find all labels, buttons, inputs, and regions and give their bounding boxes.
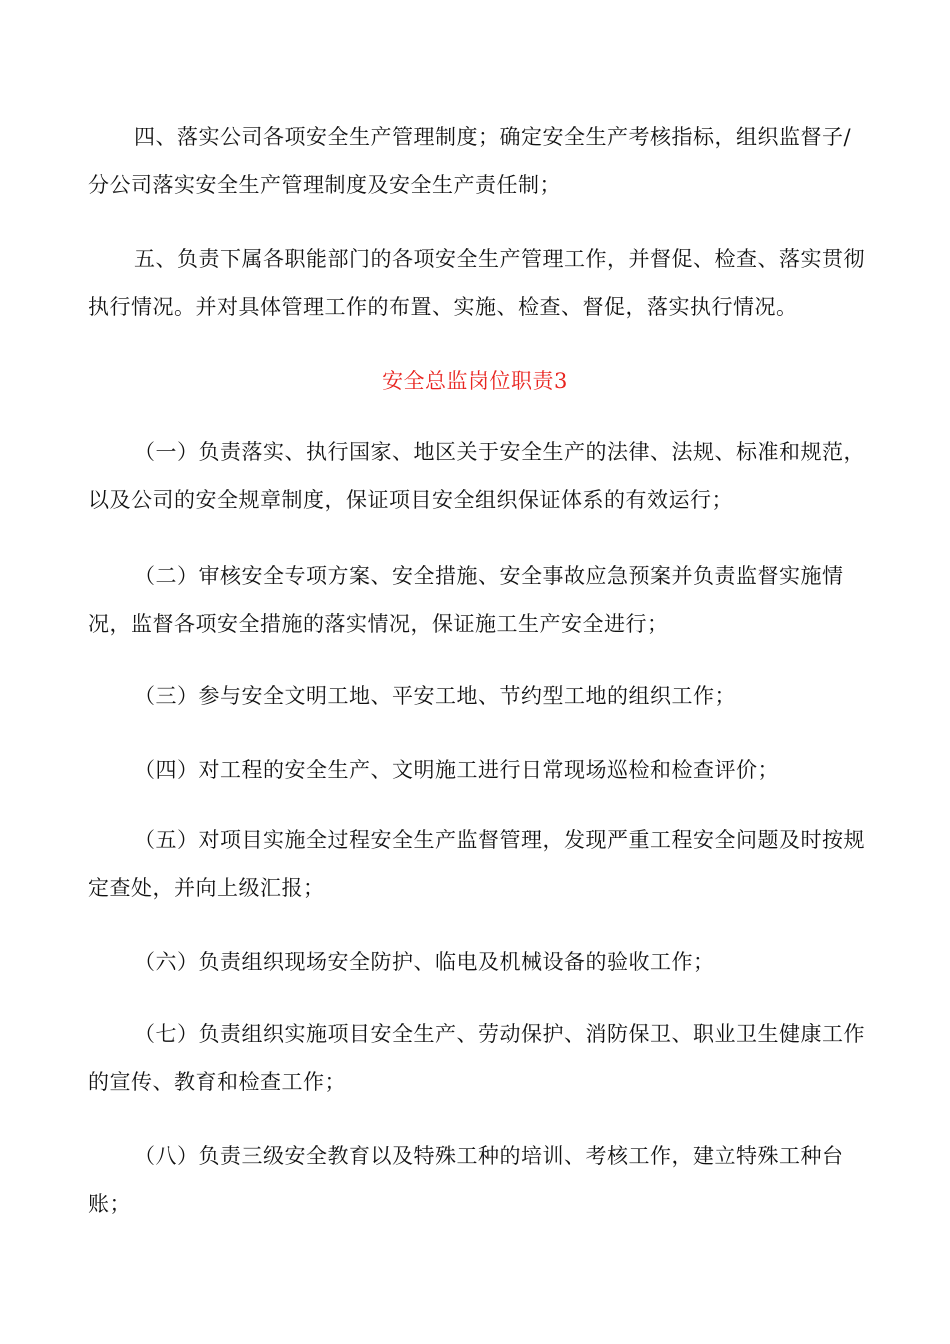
paragraph-duty-7: （七）负责组织实施项目安全生产、劳动保护、消防保卫、职业卫生健康工作的宣传、教育和检查工作；	[88, 1022, 865, 1094]
paragraph-duty-4: （四）对工程的安全生产、文明施工进行日常现场巡检和检查评价；	[134, 758, 779, 782]
paragraph-duty-8: （八）负责三级安全教育以及特殊工种的培训、考核工作，建立特殊工种台账；	[88, 1144, 844, 1216]
paragraph-duty-6: （六）负责组织现场安全防护、临电及机械设备的验收工作；	[134, 950, 715, 974]
paragraph-duty-1: （一）负责落实、执行国家、地区关于安全生产的法律、法规、标准和规范，以及公司的安全规章制度，保证项目安全组织保证体系的有效运行；	[88, 440, 865, 512]
paragraph-item-5: 五、负责下属各职能部门的各项安全生产管理工作，并督促、检查、落实贯彻执行情况。并对具体管理工作的布置、实施、检查、督促，落实执行情况。	[88, 247, 865, 319]
paragraph-item-4: 四、落实公司各项安全生产管理制度；确定安全生产考核指标，组织监督子/分公司落实安全生产管理制度及安全生产责任制；	[88, 125, 852, 197]
section-title: 安全总监岗位职责3	[382, 369, 568, 393]
paragraph-duty-3: （三）参与安全文明工地、平安工地、节约型工地的组织工作；	[134, 684, 736, 708]
paragraph-duty-2: （二）审核安全专项方案、安全措施、安全事故应急预案并负责监督实施情况，监督各项安全措施的落实情况，保证施工生产安全进行；	[88, 564, 844, 636]
paragraph-duty-5: （五）对项目实施全过程安全生产监督管理，发现严重工程安全问题及时按规定查处，并向上级汇报；	[88, 828, 865, 900]
